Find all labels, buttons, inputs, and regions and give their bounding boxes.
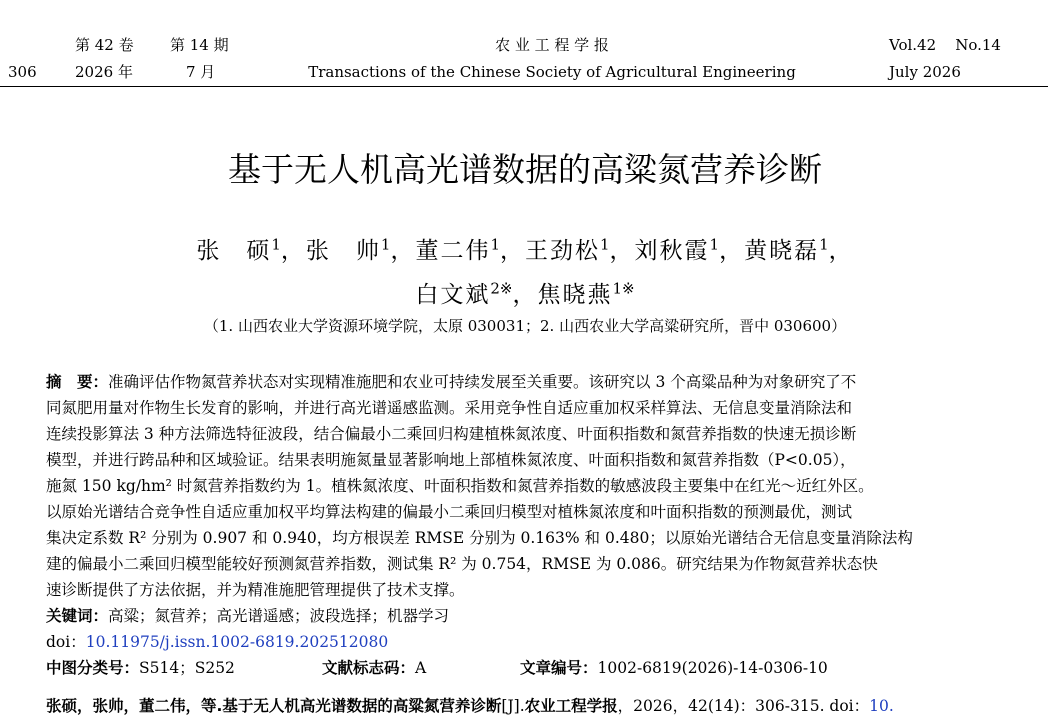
abstract-line: 以原始光谱结合竞争性自适应重加权平均算法构建的偏最小二乘回归模型对植株氮浓度和叶面积指数的预测最优，测试 [46, 503, 853, 521]
journal-name-cn: 农 业 工 程 学 报 [495, 36, 609, 54]
citation-type: [J]. [501, 697, 525, 715]
abstract-line: 摘 要：准确评估作物氮营养状态对实现精准施肥和农业可持续发展至关重要。该研究以 3 个高粱品种为对象研究了不 [46, 373, 857, 391]
date-en: July 2026 [889, 63, 961, 81]
abstract-line: 速诊断提供了方法依据，并为精准施肥管理提供了技术支撑。 [46, 581, 465, 599]
abstract-line: 模型，并进行跨品种和区域验证。结果表明施氮量显著影响地上部植株氮浓度、叶面积指数和氮营养指数（P<0.05）， [46, 451, 856, 469]
doi-line [46, 630, 388, 654]
abstract-line: 连续投影算法 3 种方法筛选特征波段，结合偏最小二乘回归构建植株氮浓度、叶面积指数和氮营养指数的快速无损诊断 [46, 425, 857, 443]
abstract-line: 建的偏最小二乘回归模型能较好预测氮营养指数，测试集 R² 为 0.754，RMSE 为 0.086。研究结果为作物氮营养状态快 [46, 555, 878, 573]
citation-authors: 张硕，张帅，董二伟，等. [46, 697, 223, 715]
document-code: 文献标志码：A [322, 659, 427, 677]
author: 黄晓磊$^1$， [744, 235, 854, 264]
abstract-line: 施氮 150 kg/hm² 时氮营养指数约为 1。植株氮浓度、叶面积指数和氮营养指数的敏感波段主要集中在红光～近红外区。 [46, 477, 874, 495]
doi-link[interactable]: 10.11975/j.issn.1002-6819.202512080 [85, 633, 389, 651]
citation-title: 基于无人机高光谱数据的高粱氮营养诊断 [222, 697, 502, 715]
article-number: 文章编号：1002-6819(2026)-14-0306-10 [520, 659, 828, 677]
year-label: 2026 年 [75, 63, 133, 81]
paper-title: 基于无人机高光谱数据的高粱氮营养诊断 [228, 150, 822, 189]
abstract-label: 摘 要： [46, 373, 109, 391]
citation-journal: 农业工程学报 [524, 697, 618, 715]
author: 董二伟$^1$， [415, 235, 525, 264]
doi-label: doi： [46, 633, 86, 651]
citation-details: ，2026，42(14)：306-315. doi： [617, 697, 870, 715]
header-rule [0, 86, 1048, 87]
abstract-line: 同氮肥用量对作物生长发育的影响，并进行高光谱遥感监测。采用竞争性自适应重加权采样算法、无信息变量消除法和 [46, 399, 853, 417]
citation-line [46, 694, 894, 718]
affiliations: （1. 山西农业大学资源环境学院，太原 030031；2. 山西农业大学高粱研究所，晋中 030600） [203, 317, 847, 335]
author: 焦晓燕$^{1※}$ [537, 279, 635, 308]
author: 张 硕$^1$， [196, 235, 306, 264]
keywords-line [46, 604, 449, 628]
author-line-2 [0, 272, 1050, 311]
citation-doi-link[interactable]: 10. [869, 697, 894, 715]
keywords-label: 关键词： [46, 607, 109, 625]
author: 张 帅$^1$， [305, 235, 416, 264]
clc-number: 中图分类号：S514；S252 [46, 659, 235, 677]
author-line-1 [0, 228, 1050, 267]
journal-name-en: Transactions of the Chinese Society of Agricultural Engineering [308, 63, 796, 81]
volume-label: 第 42 卷 [75, 36, 134, 54]
vol-no-en: Vol.42 No.14 [889, 36, 1001, 54]
month-label: 7 月 [186, 63, 216, 81]
issue-label: 第 14 期 [170, 36, 229, 54]
author: 刘秋霞$^1$， [634, 235, 745, 264]
keywords-value: 高粱；氮营养；高光谱遥感；波段选择；机器学习 [108, 607, 450, 625]
author: 王劲松$^1$， [525, 235, 635, 264]
page-number: 306 [8, 63, 37, 81]
author: 白文斌$^{2※}$， [415, 279, 538, 308]
abstract-line: 集决定系数 R² 分别为 0.907 和 0.940，均方根误差 RMSE 分别为 0.163% 和 0.480；以原始光谱结合无信息变量消除法构 [46, 529, 913, 547]
